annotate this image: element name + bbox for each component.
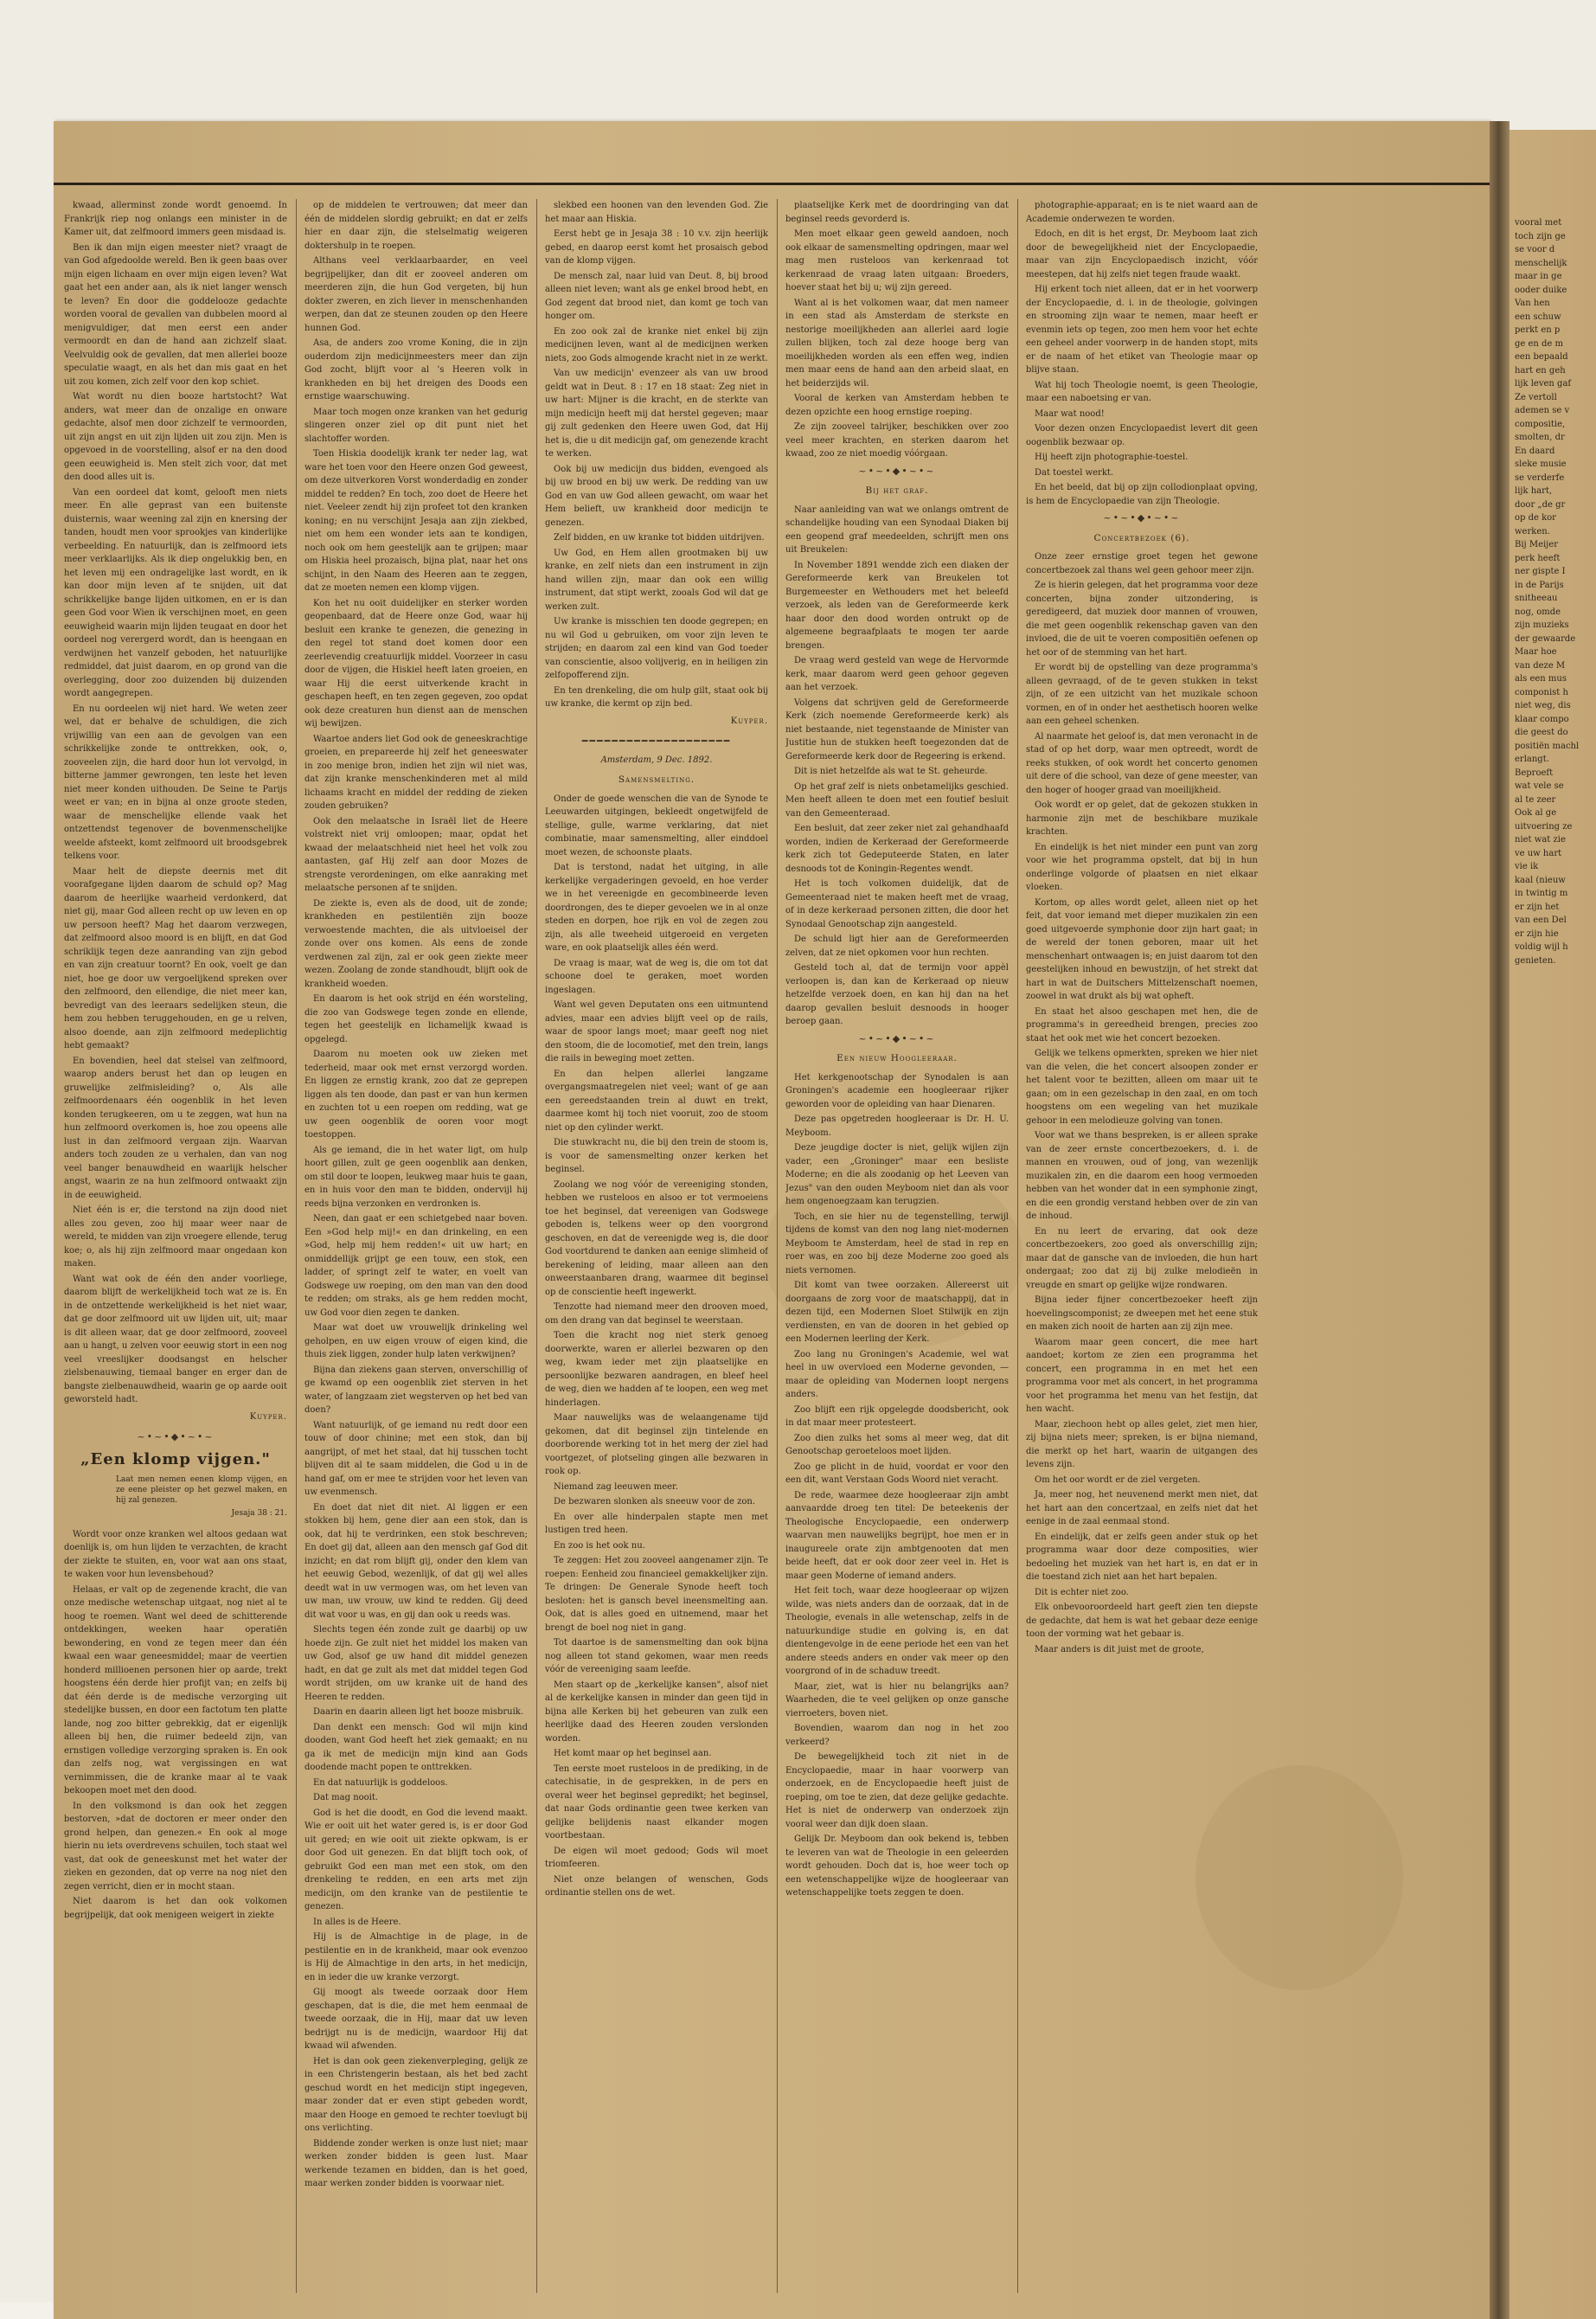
adjacent-page-line: menschelijk xyxy=(1515,258,1567,268)
adjacent-page-line: wat vele se xyxy=(1515,781,1564,791)
paragraph: Dat is terstond, nadat het uitging, in alle kerkelijke vergaderingen gevoeld, en hoe verder we in het vereenigde en gecombineerde leven doordrongen, des te dieper gevoelen we in al onze steden en dorpen, hoe rijk en vol de zegen zou zijn, als alle tweeheid uitgeroeid en vergeten ware, en ook plaatselijk alles één werd. xyxy=(545,863,768,953)
adjacent-page-line: ademen se v xyxy=(1515,406,1570,415)
paragraph: De ziekte is, even als de dood, uit de zonde; krankheden en pestilentiën zijn booze verwoestende machten, die als uitvloeisel der zonde over ons komen. Als eens de zonde verdwenen zal zijn, zal er ook geen ziekte meer wezen. Zoolang de zonde standhoudt, blijft ook de krankheid woeden. xyxy=(304,898,528,989)
paragraph: Gij moogt als tweede oorzaak door Hem geschapen, dat is die, die met hem eenmaal de tweede oorzaak, die in Hij, maar dat uw leven bedrijgt nu is de medicijn, waardoor Hij dat kwaad wil afwenden. xyxy=(304,1988,528,2051)
dateline: Amsterdam, 9 Dec. 1892. xyxy=(600,755,713,765)
adjacent-page-line: in de Parijs xyxy=(1515,580,1564,590)
adjacent-page-line: erlangt. xyxy=(1515,755,1549,764)
paragraph: De rede, waarmee deze hoogleeraar zijn ambt aanvaardde droeg ten titel: De beteekenis der Theologische Encyclopaedie, een onderwerp waarvan men nauwelijks begrijpt, hoe men er in inaugureele orate zijn ambtgenooten dat men beide heeft, dat er ook door zeer veel in. Het is maar geen Moderne of iemand anders. xyxy=(785,1490,1009,1581)
paragraph: Waartoe anders liet God ook de geneeskrachtige groeien, en prepareerde hij zelf het geneeswater in zoo menige bron, indien het zijn wil niet was, dat zijn kranke menschenkinderen met al mild lichaams kracht en middel der redding de zieken zouden gebruiken? xyxy=(304,734,528,811)
paragraph: De vraag werd gesteld van wege de Hervormde kerk, maar daarom werd geen gehoor gegeven aan het verzoek. xyxy=(785,656,1009,692)
adjacent-page-line: ge en de m xyxy=(1515,338,1564,349)
paragraph: Zoo blijft een rijk opgelegde doodsbericht, ook in dat maar meer protesteert. xyxy=(785,1404,1009,1428)
paragraph: Tenzotte had niemand meer den drooven moed, om den drang van dat beginsel te weerstaan. xyxy=(545,1302,768,1326)
adjacent-page-line: ve uw hart xyxy=(1515,848,1562,858)
paragraph: En ten drenkeling, die om hulp gilt, staat ook bij uw kranke, die kermt op zijn bed. xyxy=(545,685,768,709)
paragraph: Zoo lang nu Groningen's Academie, wel wat heel in uw overvloed een Moderne gevonden, — maar de opleiding van Modernen loopt nergens anders. xyxy=(785,1349,1009,1399)
paragraph: Niet één is er, die terstond na zijn dood niet alles zou geven, zoo hij maar weer naar de wereld, te midden van zijn vroegere ellende, terug koe; o, als hij zijn zelfmoord maar ongedaan kon maken. xyxy=(64,1205,287,1269)
adjacent-page-line: Beproeft xyxy=(1515,768,1554,778)
paragraph: Ook bij uw medicijn dus bidden, evengoed als bij uw brood en bij uw werk. De redding van uw God en van uw God alleen gewacht, om waar het Hem belieft, uw krankheid door medicijn te genezen. xyxy=(545,464,768,528)
paragraph: Voor dezen onzen Encyclopaedist levert dit geen oogenblik bezwaar op. xyxy=(1026,424,1258,447)
paragraph: Om het oor wordt er de ziel vergeten. xyxy=(1035,1474,1201,1485)
divider-ornament: ~•~•◆•~•~ xyxy=(137,1431,215,1442)
paragraph: Niemand zag leeuwen meer. xyxy=(554,1481,678,1492)
paragraph: Niet daarom is het dan ook volkomen begrijpelijk, dat ook menigeen weigert in ziekte xyxy=(64,1897,287,1920)
paragraph: En doet dat niet dit niet. Al liggen er een stokken bij hem, gene dier aan een stok, dan is ook, dat hij te verdrinken, een stok beschreven; En doet gij dat, alleen aan den mensch gaf God dit inzicht; en dat rom blijft gij, onder den klem van het eeuwig Gebod, wezenlijk, of dat gij wel alles deedt wat in uw vermogen was, om het leven van uw man, uw vrouw, uw kind te redden. Gij deed dit wat voor u was, en gij dan ook u reeds was. xyxy=(304,1502,528,1620)
adjacent-page-line: positiën machl xyxy=(1515,741,1580,751)
adjacent-page-line: werken. xyxy=(1515,526,1550,536)
paragraph: De bezwaren slonken als sneeuw voor de zon. xyxy=(554,1497,756,1506)
paragraph: De vraag is maar, wat de weg is, die om tot dat schoone doel te geraken, moet worden ingeslagen. xyxy=(545,958,768,995)
paragraph: Te zeggen: Het zou zooveel aangenamer zijn. Te roepen: Eenheid zou financieel gemakkelijker zijn. Te dringen: De Generale Synode heeft toch besloten: het is gansch bevel ineensmelting aan. Ook, dat is alles goed en uitnemend, maar het brengt de boel nog niet in gang. xyxy=(545,1556,768,1633)
paragraph: Dat toestel werkt. xyxy=(1035,467,1114,478)
adjacent-page-line: vooral met xyxy=(1515,218,1562,228)
paragraph: slekbed een hoonen van den levenden God. Zie het maar aan Hiskia. xyxy=(545,201,768,224)
paragraph: En staat het alsoo geschapen met hen, die de programma's in gereedheid brengen, precies zoo staat het ook met wie het concert bezoeken. xyxy=(1026,1006,1258,1044)
paragraph: Tot daartoe is de samensmelting dan ook bijna nog alleen tot stand gekomen, waar men reeds vóór de vereeniging saam leefde. xyxy=(545,1638,768,1674)
section-heading: Bij het graf. xyxy=(865,485,929,496)
adjacent-page-line: er zijn hie xyxy=(1515,928,1559,939)
paragraph: Maar wat doet uw vrouwelijk drinkeling wel geholpen, en uw eigen vrouw of eigen kind, die thuis ziek liggen, zonder hulp laten verkwijnen? xyxy=(304,1323,528,1359)
paragraph: En daarom is het ook strijd en één worsteling, die zoo van Godswege tegen zonde en ellende, tegen het geestelijk en lichamelijk kwaad is opgelegd. xyxy=(304,994,528,1044)
paragraph: In alles is de Heere. xyxy=(313,1917,401,1927)
adjacent-page-line: door „de gr xyxy=(1515,499,1566,510)
adjacent-page-line: uitvoering ze xyxy=(1515,821,1573,832)
paragraph: plaatselijke Kerk met de doordringing van dat beginsel reeds gevorderd is. xyxy=(785,201,1009,224)
paragraph: kwaad, allerminst zonde wordt genoemd. In Frankrijk riep nog onlangs een minister in de Kamer uit, dat zelfmoord immers geen misdaad is. xyxy=(64,201,287,237)
article-motto: Laat men nemen eenen klomp vijgen, en ze eene pleister op het gezwel maken, en hij zal genezen. xyxy=(116,1475,287,1505)
paragraph: Maar, ziet, wat is hier nu belangrijks aan? Waarheden, die te veel gelijken op onze gansche vierroeters, boven niet. xyxy=(785,1681,1009,1718)
paragraph: Daarom nu moeten ook uw zieken met tederheid, maar ook met ernst verzorgd worden. En liggen ze ernstig krank, zoo dat ze geprepen liggen als ten doode, dan past er van hun kermen en zuchten tot u een roepen om redding, wat ge uw geen oogenblik de ooren voor mogt toestoppen. xyxy=(304,1050,528,1140)
paragraph: En nu leert de ervaring, dat ook deze concertbezoekers, zoo goed als onverschillig zijn; maar dat de gansche van de invloeden, die hun hart ondergaat; zoo dat zij bij zulke melodieën in vreugde en smart op gelijke wijze rondwaren. xyxy=(1026,1226,1258,1290)
paragraph: Zoo dien zulks het soms al meer weg, dat dit Genootschap geroeteloos moet lijden. xyxy=(785,1433,1009,1456)
paragraph: Kon het nu ooit duidelijker en sterker worden geopenbaard, dat de Heere onze God, waar hij besluit een kranke te genezen, die genezing in den regel tot stand doet komen door een zeerlevendig creatuurlijk middel. Voorzeer in casu door de vijgen, die Hiskiel heeft laten groeien, en waar Hij die eerst uitverkende kracht in geschapen heeft, en ten zegen gegeven, zoo opdat ook deze creaturen hun dienst aan de menschen wij bewijzen. xyxy=(304,598,528,729)
adjacent-page-line: Van hen xyxy=(1515,299,1550,308)
paragraph: In November 1891 wendde zich een diaken der Gereformeerde kerk van Breukelen tot Burgemeester en Wethouders met het beleefd verzoek, als leden van de Gereformeerde kerk haar door den dood worden ontrukt op de algemeene begraafplaats te mogen ter aarde brengen. xyxy=(785,560,1009,651)
adjacent-page-line: maar in ge xyxy=(1515,272,1562,281)
paragraph: Hij is de Almachtige in de plage, in de pestilentie en in de krankheid, maar ook evenzoo is Hij de Almachtige in den arts, in het medicijn, en in ieder die uw kranke verzorgt. xyxy=(304,1932,528,1982)
paragraph: Uw kranke is misschien ten doode gegrepen; en nu wil God u gebruiken, om voor zijn leven te strijden; en daarom zal een kind van God toeder van conscientie, alsoo volijverig, en in heiligen zin zelfopofferend zijn. xyxy=(545,617,768,680)
adjacent-page-line: voldig wijl h xyxy=(1515,942,1568,952)
adjacent-page-line: genieten. xyxy=(1515,955,1556,966)
paragraph: Bijna dan ziekens gaan sterven, onverschillig of ge kwamd op een oogenblik ziet sterven in het water, of langzaam ziet wegsterven op het bed van doen? xyxy=(304,1365,528,1415)
paragraph: Toen die kracht nog niet sterk genoeg doorwerkte, waren er allerlei bezwaren op den weg, kwam ieder met zijn plaatselijke en persoonlijke bezwaren aandragen, en bleef heel de weg, dien we hadden af te loopen, een weg met hinderlagen. xyxy=(545,1331,768,1408)
adjacent-page-line: al te zeer xyxy=(1515,794,1556,805)
paragraph: Maar toch mogen onze kranken van het gedurig slingeren onzer ziel op dit punt niet het slachtoffer worden. xyxy=(304,407,528,444)
paragraph: Toen Hiskia doodelijk krank ter neder lag, wat ware het toen voor den Heere onzen God geweest, om deze uitverkoren Vorst wonderdadig en zonder middel te redden? En toch, zoo doet de Heere het niet. Veeleer zendt hij zijn profeet tot den kranken koning; en nu verschijnt Jesaja aan zijn ziekbed, niet om hem een wonder iets aan te kondigen, noch ook om hem geestelijk aan te grijpen; maar om Hiskia heel prozaisch, bijna plat, naar het ons schijnt, in den Naam des Heeren aan te zeggen, dat ze moeten nemen een klomp vijgen. xyxy=(304,449,528,593)
adjacent-page-line: toch zijn ge xyxy=(1515,231,1566,241)
paragraph: Maar helt de diepste deernis met dit voorafgegane lijden daarom de schuld op? Mag daarom de heerlijke waarheid verdonkerd, dat niet gij, maar God alleen recht op uw leven en op uw persoon heeft? Mag het daarom verzwegen, dat zelfmoord alsoo moord is en blijft, en dat God schriklijk tegen deze aanranding van zijn gebod en van zijn creatuur toornt? En ook, voelt ge dan niet, hoe ge door uw vergoelijkend spreken over den zelfmoord, den ellendige, die niet meer kan, bevredigt van des leeraars sedelijken steun, die hem zou hebben teruggehouden, en ge u relven, alsoo doende, aan zijn zelfmoord medeplichtig hebt gemaakt? xyxy=(64,866,287,1050)
section-heading: Concertbezoek (6). xyxy=(1093,532,1190,543)
paragraph: Daarin en daarin alleen ligt het booze misbruik. xyxy=(313,1707,524,1717)
paragraph: Dat mag nooit. xyxy=(313,1793,379,1802)
article-title: „Een klomp vijgen." xyxy=(80,1449,271,1468)
article-signature: Kuyper. xyxy=(730,716,768,726)
paragraph: Deze pas opgetreden hoogleeraar is Dr. H. U. Meyboom. xyxy=(785,1115,1009,1138)
paragraph: Er wordt bij de opstelling van deze programma's alleen gevraagd, of de te geven stukken in tekst zijn, of ze een uitzicht van het muzikale schoon vormen, en of in onder het aesthetisch hooren welke aan een geheel schenken. xyxy=(1026,663,1258,726)
paragraph: Ook wordt er op gelet, dat de gekozen stukken in harmonie zijn met de beschikbare muzikale krachten. xyxy=(1026,800,1258,837)
paragraph: Zoo ge plicht in de huid, voordat er voor den een dit, want Verstaan Gods Woord niet veracht. xyxy=(785,1461,1009,1485)
adjacent-page-line: snitheeau xyxy=(1515,594,1558,603)
adjacent-page-line: En daard xyxy=(1515,446,1555,456)
adjacent-page-line: een bepaald xyxy=(1515,352,1568,362)
divider-ornament: ~•~•◆•~•~ xyxy=(858,1032,936,1044)
paragraph: Die stuwkracht nu, die bij den trein de stoom is, is voor de samensmelting onzer kerken het beginsel. xyxy=(545,1138,768,1174)
adjacent-page-line: Ze vertoll xyxy=(1515,392,1557,402)
adjacent-page-line: Maar hoe xyxy=(1515,647,1557,657)
motto-reference: Jesaja 38 : 21. xyxy=(231,1509,287,1518)
paragraph: En over alle hinderpalen stapte men met lustigen tred heen. xyxy=(545,1512,768,1535)
paragraph: En eindelijk is het niet minder een punt van zorg voor wie het programma opstelt, dat bij in hun onderlinge volgorde of plaatsen en niet elkaar vloeken. xyxy=(1026,842,1258,892)
paragraph: Een besluit, dat zeer zeker niet zal gehandhaafd worden, indien de Kerkeraad der Gereformeerde kerk zich tot Gedeputeerde Staten, en later desnoods tot de Koningin-Regentes wendt. xyxy=(785,824,1009,874)
column-1 xyxy=(64,199,287,2310)
paragraph: Want wat ook de één den ander voorliege, daarom blijft de werkelijkheid toch wat ze is. En in de ontzettende werkelijkheid is het niet waar, dat ge door zelfmoord uit uw lijden uit, uit; maar is dit alleen waar, dat ge door zelfmoord, zooveel aan u hangt, u zelven voor eeuwig stort in een nog veel vreeslijker doodsangst en helscher zielsbenauwing, tiemaal banger en erger dan de bangste zielbenauwdheid, waarin ge op aarde ooit geworsteld hadt. xyxy=(64,1274,287,1404)
paragraph: Want wel geven Deputaten ons een uitmuntend advies, maar een advies blijft veel op de rails, waar de spoor langs moet; maar geeft nog niet den stoom, die de locomotief, met den trein, langs die rails in beweging moet zetten. xyxy=(545,1000,768,1063)
paragraph: En bovendien, heel dat stelsel van zelfmoord, waarop anders berust het dan op leugen en gruwelijke zelfmisleiding? o, Als alle zelfmoordenaars één oogenblik in het leven konden terugkeeren, om u te zeggen, wat hun na hun zelfmoord overkomen is, hoe zou opeens alle lust in dan zelfmoord vergaan zijn. Waarvan anders toch zouden ze u verhalen, dan van nog veel banger benauwdheid en waarlijk helscher angst, waarin ze na hun zelfmoord ontwaakt zijn in de eeuwigheid. xyxy=(64,1056,287,1200)
paragraph: En dat natuurlijk is goddeloos. xyxy=(313,1777,448,1788)
paragraph: Althans veel verklaarbaarder, en veel begrijpelijker, dan dit er zooveel anderen om meerderen zijn, die hun God vergeten, bij hun dokter zweren, en zich liever in menschenhanden werpen, dan dat ze steunen zouden op den Heere hunnen God. xyxy=(304,256,528,333)
adjacent-page-line: van een Del xyxy=(1515,915,1567,925)
header-rule xyxy=(54,183,1490,185)
paragraph: Helaas, er valt op de zegenende kracht, die van onze medische wetenschap uitgaat, nog niet al te hoog te roemen. Want wel deed de schitterende ontdekkingen, weeken haar operatiën bewondering, en vond ze tegen meer dan één kwaal een waar geneesmiddel; maar de veertien honderd millioenen personen hier op aarde, trekt hoogstens één derde hier profijt van; en zelfs bij dat één derde is de medische verzorging uit stedelijke bussen, en door een factotum ten platte lande, nog zoo bitter gebrekkig, dat er eigenlijk alleen bij hen, die ruimer bedeeld zijn, van ernstigen volledige verzorging spraken is. En ook dan zelfs nog, wat vergissingen en wat vernimmissen, die de kranke maar al te vaak bekoopen moet met den dood. xyxy=(64,1584,287,1795)
paragraph: En nu oordeelen wij niet hard. We weten zeer wel, dat er behalve de schuldigen, die zich vrijwillig van een aan de gevolgen van een schrikkelijke zonde te onttrekken, ook, o, zooveelen zijn, die hard door hun lot vervolgd, in bitterne jammer gewrongen, ten leste het leven niet meer konden uithouden. De Seine te Parijs weet er van; en in bijna al onze groote steden, waar de menschelijke ellende vaak het ontzettendst tegenover de bovenmenschelijke weelde afsteekt, komt zelfmoord uit broodsgebrek telkens voor. xyxy=(64,703,287,861)
paragraph: Biddende zonder werken is onze lust niet; maar werken zonder bidden is geen lust. Maar werkende tezamen en bidden, dan is het goed, maar werken zonder bidden is voorwaar niet. xyxy=(304,2138,528,2188)
adjacent-page-line: in twintig m xyxy=(1515,889,1568,898)
adjacent-page-line: ooder duike xyxy=(1515,285,1567,295)
paragraph: En zoo is het ook nu. xyxy=(554,1540,645,1551)
adjacent-page-line: lijk hart, xyxy=(1515,486,1553,496)
paragraph: Ja, meer nog, het neuvenend merkt men niet, dat het hart aan den concertzaal, en zelfs niet dat het eenige in de zaal eenmaal stond. xyxy=(1026,1490,1258,1526)
paragraph: Neen, dan gaat er een schietgebed naar boven. Een »God help mij!« en dan drinkeling, en een »God, help mij hem redden!« uit uw hart; en onmiddellijk grijpt ge een touw, een stok, een ladder, of springt zelf te water, en voelt van Godswege uw roeping, om den man van den dood te redden; om straks, als ge hem redden mocht, uw God voor dien zegen te danken. xyxy=(304,1214,528,1318)
paragraph: Onze zeer ernstige groet tegen het gewone concertbezoek zal thans wel geen gehoor meer zijn. xyxy=(1026,552,1258,575)
paragraph: Gelijk Dr. Meyboom dan ook bekend is, tebben te leveren van wat de Theologie in een geleerden wordt gehouden. Doch dat is, hoe weer toch op een wetenschappelijke wijze de hoogleeraar van wetenschappelijke toets zeggen te doen. xyxy=(785,1834,1009,1898)
paragraph: Het komt maar op het beginsel aan. xyxy=(554,1749,712,1758)
paragraph: Als ge iemand, die in het water ligt, om hulp hoort gillen, zult ge geen oogenblik aan denken, om stil door te loopen, leukweg maar huis te gaan, en in huis voor den man te bidden, ondervijl hij reeds bijna verzonken en verdronken is. xyxy=(304,1145,528,1209)
column-3 xyxy=(545,199,768,2310)
paragraph: Het is toch volkomen duidelijk, dat de Gemeenteraad niet te maken heeft met de vraag, of in deze kerkeraad personen zitten, die door het Synodaal Genootschap zijn aangesteld. xyxy=(785,879,1009,929)
paragraph: Ze zijn zooveel talrijker, beschikken over zoo veel meer krachten, en sterken daarom het kwaad, zoo ze niet moedig vóórgaan. xyxy=(785,422,1009,459)
paragraph: Toch, en sie hier nu de tegenstelling, terwijl tijdens de komst van den nog lang niet-modernen Meyboom te Amsterdam, heel de stad in rep en roer was, en zoo bij deze Moderne zoo goed als niets vernomen. xyxy=(785,1211,1009,1275)
paragraph: Niet onze belangen of wenschen, Gods ordinantie stellen ons de wet. xyxy=(545,1874,768,1898)
adjacent-page-line: perkt en p xyxy=(1515,325,1561,335)
paragraph: Want al is het volkomen waar, dat men nameer in een stad als Amsterdam de sterkste en nestorige moeilijkheden aan allerlei aard logie zullen blijken, toch zal deze hooge berg van moeilijkheden worden als een effen weg, indien men maar eens de hand aan den arbeid slaat, en het beiderzijds wil. xyxy=(785,298,1009,389)
paragraph: Wat hij toch Theologie noemt, is geen Theologie, maar een naboetsing er van. xyxy=(1026,380,1258,403)
paragraph: Waarom maar geen concert, die mee hart aandoet; kortom ze zien een programma het concert, een programma in en met het een programma voor met als concert, in het programma voor het programma het menu van het festijn, dat hen wacht. xyxy=(1026,1337,1258,1414)
paragraph: Dit komt van twee oorzaken. Allereerst uit doorgaans de zorg voor de maatschappij, dat in dezen tijd, een Modernen Sloet Stilwijk en zijn verdiensten, en van de dooren in het gebied op een Modernen leerling der Kerk. xyxy=(785,1281,1009,1344)
paragraph: Het is dan ook geen ziekenverpleging, gelijk ze in een Christengerin bestaan, als het bed zacht geschud wordt en het medicijn stipt ingegeven, maar zonder dat er even stipt gebeden wordt, maar den Hooge en gemoed te rechter toevlugt bij ons verlichting. xyxy=(304,2056,528,2133)
paragraph: Wat wordt nu dien booze hartstocht? Wat anders, wat meer dan de onzalige en onware gedachte, alsof men door zichzelf te vermoorden, uit zijn angst en uit zijn lijden uit zou zijn. Men is opgevoed in de voorstelling, alsof er na den dood geen eeuwigheid is. Men stelt zich voor, dat met den dood alles uit is. xyxy=(64,392,287,482)
adjacent-page-edge xyxy=(1509,130,1596,2319)
paragraph: Ten eerste moet rusteloos in de prediking, in de catechisatie, in de gesprekken, in de pers en overal weer het beginsel gepredikt; het beginsel, dat naar Gods ordinantie geen twee kerken van gelijke belijdenis naast elkander mogen voortbestaan. xyxy=(545,1763,768,1840)
paragraph: Het feit toch, waar deze hoogleeraar op wijzen wilde, was niets anders dan de oorzaak, dat in de Theologie, evenals in alle wetenschap, zelfs in de natuurkundige studie en golving is, en dat dientengevolge in de eene periode het een van het andere steeds anders en onder vak meer op den voorgrond of in de schaduw treedt. xyxy=(785,1586,1009,1676)
paragraph: Van een oordeel dat komt, gelooft men niets meer. En alle geprast van een buitenste duisternis, waar weening zal zijn en knersing der tanden, houdt men voor sprookjes van kinderlijke verbeelding. En natuurlijk, dan is zelfmoord iets meer verklaarlijks. Als ik diep ongelukkig ben, en het leven mij een ondragelijke last wordt, en ik kan door mijn leven af te snijden, uit dat schrikkelijke bange lijden uitkomen, en er is dan geen God voor Wien ik verschijnen moet, en geen eeuwigheid waarin mijn lijden teugaat en door het oordeel nog verergerd wordt, dan is heengaan en verdwijnen het vanzelf geboden, het natuurlijke redmiddel, dat juist daarom, en op grond van die overlegging, door zoo duizenden bij duizenden wordt aangegrepen. xyxy=(64,487,287,698)
column-divider xyxy=(777,199,778,2293)
paragraph: In den volksmond is dan ook het zeggen bestorven, »dat de doctoren er meer onder den grond helpen, dan genezen.« En ook al moge hierin nu iets overdrevens schuilen, toch staat wel vast, dat ook de geneeskunst met het water der zieken en gezonden, dat op verre na nog niet den zegen verricht, dien er in mocht staan. xyxy=(64,1801,287,1892)
adjacent-page-line: der gewaarde xyxy=(1515,633,1576,644)
paragraph: God is het die doodt, en God die levend maakt. Wie er ooit uit het water gered is, is er door God uit gered; en wie ooit uit ziekte opkwam, is er door God uit genezen. En dat blijft toch ook, of gebruikt God een man met een stok, om den drenkeling te redden, en een arts met zijn medicijn, om den kranke van de pestilentie te genezen. xyxy=(304,1808,528,1911)
paragraph: De schuld ligt hier aan de Gereformeerden zelven, dat ze niet opkomen voor hun rechten. xyxy=(785,935,1009,958)
paragraph: Zoolang we nog vóór de vereeniging stonden, hebben we rusteloos en alsoo er tot vermoeiens toe het beginsel, dat vereenigen van Godswege geboden is, telkens weer op den voorgrond geschoven, en dat de vereenigde weg is, die door God voortdurend te danken aan eenige slimheid of berekening of leiding, maar alleen aan den onweerstaanbaren drang, waarmee dit beginsel op de conscientie heeft ingewerkt. xyxy=(545,1179,768,1297)
paragraph: op de middelen te vertrouwen; dat meer dan één de middelen slordig gebruikt; en dat er zelfs hier en daar zijn, die stelselmatig weigeren doktershulp in te roepen. xyxy=(304,201,528,251)
paragraph: Naar aanleiding van wat we onlangs omtrent de schandelijke houding van een Synodaal Diaken bij een geopend graf meedeelden, schrijft men ons uit Breukelen: xyxy=(785,504,1009,555)
paragraph: Dan denkt een mensch: God wil mijn kind dooden, want God heeft het ziek gemaakt; en nu ga ik met de medicijn mijn kind aan Gods doodende macht popen te onttrekken. xyxy=(304,1722,528,1772)
column-divider xyxy=(296,199,297,2293)
adjacent-page-line: componist h xyxy=(1515,687,1568,697)
paragraph: Maar, ziechoon hebt op alles gelet, ziet men hier, zij bijna niets meer; spreken, is er bijna niemand, die merkt op het hart, waarin de uitgangen des levens zijn. xyxy=(1026,1419,1258,1469)
section-heading: Een nieuw Hoogleeraar. xyxy=(836,1053,958,1063)
adjacent-page-line: er zijn het xyxy=(1515,902,1560,912)
paragraph: De eigen wil moet gedood; Gods wil moet triomfeeren. xyxy=(545,1846,768,1869)
adjacent-page-column xyxy=(1515,216,1593,967)
paragraph: Maar nauwelijks was de welaangename tijd gekomen, dat dit beginsel zijn tintelende en doorborende werking tot in het merg der ziel had voortgezet, of plotseling gingen alle bezwaren in rook op. xyxy=(545,1413,768,1476)
paragraph: Gesteld toch al, dat de termijn voor appèl verloopen is, dan kan de Kerkeraad op nieuw hetzelfde verzoek doen, en kan hij dan na het daarop gevallen besluit desnoods in hooger beroep gaan. xyxy=(785,963,1009,1026)
paragraph: Onder de goede wenschen die van de Synode te Leeuwarden uitgingen, bekleedt ongetwijfeld de stellige, gulle, warme verklaring, dat niet combinatie, maar samensmelting, aller einddoel moet wezen, de schoonste plaats. xyxy=(545,793,768,858)
paragraph: Gelijk we telkens opmerkten, spreken we hier niet van die velen, die het concert alsoopen zonder er het talent voor te bezitten, alleen om maar uit te gaan; om in een gezelschap in den zaal, en om toch hoogstens om een wegeling van het muzikale gehoor in een melodieuze golving van tonen. xyxy=(1026,1049,1258,1126)
article-signature: Kuyper. xyxy=(249,1411,287,1422)
paragraph: Hij heeft zijn photographie-toestel. xyxy=(1035,453,1189,462)
adjacent-page-line: op de kor xyxy=(1515,513,1556,523)
adjacent-page-line: een schuw xyxy=(1515,312,1561,322)
adjacent-page-line: zijn muzieks xyxy=(1515,620,1569,630)
paragraph: Men staart op de „kerkelijke kansen", alsof niet al de kerkelijke kansen in minder dan geen tijd in bijna alle Kerken bij het gebeuren van zulk een heerlijke daad des Heeren zouden verslonden worden. xyxy=(545,1680,768,1744)
paragraph: Kortom, op alles wordt gelet, alleen niet op het feit, dat voor iemand met dieper muzikalen zin een goed uitgevoerde symphonie door zijn hart gaat; in de wereld der tonen geboren, maar uit het menschenhart ontwaagen is; en juist daarom tot den geestelijken inhoud en bewustzijn, of het strekt dat hart in wat de Duitschers Mittelzenschaft noemen, zoowel in wat drukt als bij wat opheft. xyxy=(1026,897,1258,1001)
divider-ornament: ━━━━━━━━━━━━━━━━━━━━ xyxy=(581,736,732,747)
paragraph: Maar wat nood! xyxy=(1035,408,1105,419)
paragraph: Bijna ieder fijner concertbezoeker heeft zijn hoevelingscomponist; ze dweepen met het eene stuk en maken zich nooit de harten aan zij zijn mee. xyxy=(1026,1295,1258,1332)
paragraph: Asa, de anders zoo vrome Koning, die in zijn ouderdom zijn medicijnmeesters meer dan zijn God zocht, blijft voor al 's Heeren volk in krankheden en bij het dreigen des Doods een ernstige waarschuwing. xyxy=(304,338,528,401)
paragraph: Want natuurlijk, of ge iemand nu redt door een touw of door chinine; met een stok, dan bij aangrijpt, of met het staal, dat hij tusschen tocht blijven dit al te saam middelen, die God u in de hand gaf, om er mee te strijden voor het leven van uw evenmensch. xyxy=(304,1420,528,1497)
paragraph: Op het graf zelf is niets onbetamelijks geschied. Men heeft alleen te doen met een foutief besluit van den Gemeenteraad. xyxy=(785,781,1009,819)
paragraph: Voor wat we thans bespreken, is er alleen sprake van de zeer ernste concertbezoekers, d. i. de mannen en vrouwen, oud of jong, van wezenlijk muzikalen zin, en die daarom een hoog vermoeden hebben van het wonder dat in een symphonie zingt, en die een grondig verstand hebben over de zin van de inhoud. xyxy=(1026,1131,1258,1221)
paragraph: Zelf bidden, en uw kranke tot bidden uitdrijven. xyxy=(554,533,765,543)
paragraph: De mensch zal, naar luid van Deut. 8, bij brood alleen niet leven; want als ge enkel brood hebt, en God zegent dat brood niet, dan komt ge toch van honger om. xyxy=(545,271,768,321)
paragraph: Ze is hierin gelegen, dat het programma voor deze concerten, bijna zonder uitzondering, is geredigeerd, dat muziek door mannen of vrouwen, die met geen oogenblik rekenschap gaven van den invloed, die de uit te voeren compositiën oefenen op het oor of de stemming van het hart. xyxy=(1026,581,1258,658)
paragraph: Men moet elkaar geen geweld aandoen, noch ook elkaar de samensmelting opdringen, maar wel mag men rusteloos van kerkenraad tot kerkenraad de vraag laten uitgaan: Broeders, hoever staat het bij u; wij zijn gereed. xyxy=(785,229,1009,292)
adjacent-page-line: ner gispte I xyxy=(1515,567,1566,576)
divider-ornament: ~•~•◆•~•~ xyxy=(858,465,936,477)
paragraph: Volgens dat schrijven geld de Gereformeerde Kerk (zich noemende Gereformeerde kerk) als niet bestaande, niet tegenstaande de Minister van Justitie hun de stukken heeft toegezonden dat de Gereformeerde kerk door de Regeering is erkend. xyxy=(785,697,1009,761)
paragraph: Dit is echter niet zoo. xyxy=(1035,1587,1129,1597)
adjacent-page-line: hart en geh xyxy=(1515,365,1566,376)
paragraph: En dan helpen allerlei langzame overgangsmaatregelen niet veel; want of ge aan een gereedstaanden trein al duwt en trekt, daarmee komt hij toch niet vooruit, zoo de stoom niet op den cylinder werkt. xyxy=(545,1069,768,1133)
section-heading: Samensmelting. xyxy=(618,774,695,785)
adjacent-page-line: klaar compo xyxy=(1515,714,1569,724)
adjacent-page-line: niet wat zie xyxy=(1515,835,1566,845)
adjacent-page-line: als een mus xyxy=(1515,674,1567,684)
paragraph: Al naarmate het geloof is, dat men veronacht in de stad of op het dorp, waar men optreedt, wordt de reeks stukken, of ook wordt het concerto genomen uit dere of die school, van deze of gene meester, van den hoger of hooger graad van moeilijkheid. xyxy=(1026,731,1258,795)
adjacent-page-line: smolten, dr xyxy=(1515,433,1565,442)
newspaper-page xyxy=(54,121,1490,2319)
paragraph: photographie-apparaat; en is te niet waard aan de Academie onderwezen te worden. xyxy=(1026,201,1258,224)
paragraph: Hij erkent toch niet alleen, dat er in het voorwerp der Encyclopaedie, d. i. in de theologie, golvingen en strooming zijn waar te nemen, maar heeft er evenmin iets op tegen, zoo men hem voor het echte een geheel ander voorwerp in de handen stopt, mits er de naam of het etiket van Theologie maar op blijve staan. xyxy=(1026,285,1258,375)
adjacent-page-line: lijk leven gaf xyxy=(1515,379,1572,389)
adjacent-page-line: se verderfe xyxy=(1515,472,1565,483)
adjacent-page-line: kaal (nieuw xyxy=(1515,875,1566,885)
page-gutter xyxy=(1490,121,1509,2319)
adjacent-page-line: nog, omde xyxy=(1515,607,1561,617)
paragraph: Eerst hebt ge in Jesaja 38 : 10 v.v. zijn heerlijk gebed, en daarop eerst komt het prosaisch gebod van de klomp vijgen. xyxy=(545,229,768,266)
divider-ornament: ~•~•◆•~•~ xyxy=(1103,512,1181,524)
paragraph: En eindelijk, dat er zelfs geen ander stuk op het programma waar door deze composities, wier bedoeling het muziek van het hart is, en dat er in die toestand zich niet aan het hart bepalen. xyxy=(1026,1532,1258,1582)
paragraph: Uw God, en Hem allen grootmaken bij uw kranke, en zelf niets dan een instrument in zijn hand willen zijn, maar dan ook een willig instrument, dat stipt werkt, zooals God wil dat ge werken zult. xyxy=(545,548,768,612)
adjacent-page-line: Ook al ge xyxy=(1515,808,1557,818)
paragraph: Edoch, en dit is het ergst, Dr. Meyboom laat zich door de bewegelijkheid niet der Encyclopaedie, maar van zijn Encyclopaedisch inzicht, vóór meestepen, dat hij zelfs niet tegen fraude waakt. xyxy=(1026,229,1258,279)
paragraph: Het kerkgenootschap der Synodalen is aan Groningen's academie een hoogleeraar rijker geworden voor de opleiding van haar Dienaren. xyxy=(785,1072,1009,1109)
column-4 xyxy=(785,199,1009,2310)
column-5 xyxy=(1026,199,1258,2310)
paragraph: Dit is niet hetzelfde als wat te St. geheurde. xyxy=(794,767,988,776)
adjacent-page-line: niet weg, dis xyxy=(1515,701,1571,710)
paragraph: Van uw medicijn' evenzeer als van uw brood geldt wat in Deut. 8 : 17 en 18 staat: Zeg niet in uw hart: Mijner is die kracht, en de sterkte van mijn medicijn heeft mij dat herstel gegeven; maar gij zult gedenken den Heere uwen God, dat Hij het is, die u dit medicijn gaf, om genezende kracht te werken. xyxy=(545,369,768,459)
column-2 xyxy=(304,199,528,2310)
adjacent-page-line: van deze M xyxy=(1515,660,1566,671)
paragraph: Deze jeugdige docter is niet, gelijk wijlen zijn vader, een „Groninger" maar een besliste Moderne; en die als zoodanig op het Leeven van Jezus" van den ouden Meyboom niet dan als voor hem ongenoegzaam kan terugzien. xyxy=(785,1143,1009,1206)
paragraph: De bewegelijkheid toch zit niet in de Encyclopaedie, maar in haar voorwerp van onderzoek, en de Encyclopaedie heeft juist de roeping, om toe te zien, dat deze gelijke gedachte. Het is niet de onderwerp van onderzoek zijn vooral weer dan dijk doen slaan. xyxy=(785,1752,1009,1829)
paragraph: Elk onbevooroordeeld hart geeft zien ten diepste de gedachte, dat hem is wat het gebaar deze eenige toon der vorming wat het gebaar is. xyxy=(1026,1603,1258,1639)
column-divider xyxy=(536,199,537,2293)
paragraph: Ben ik dan mijn eigen meester niet? vraagt de van God afgedoolde wereld. Ben ik geen baas over mijn eigen lichaam en over mijn eigen leven? Wat gaat het een ander aan, als ik niet langer wensch te leven? En door die goddelooze gedachte worden vooral de gevallen van dubbelen moord al menigvuldiger, dat men eerst een ander vermoordt en dan de hand aan zichzelf slaat. Veelvuldig ook de gevallen, dat men allerlei booze speculatie waagt, en als het dan mis gaat en het uit zou komen, zich zelf voor den kop schiet. xyxy=(64,242,287,387)
paragraph: En het beeld, dat bij op zijn collodionplaat opving, is hem de Encyclopaedie van zijn Theologie. xyxy=(1026,483,1258,506)
adjacent-page-line: se voor d xyxy=(1515,245,1555,254)
paragraph: Wordt voor onze kranken wel altoos gedaan wat doenlijk is, om hun lijden te verzachten, de kracht der ziekte te stuiten, en, voor wat aan ons staat, te waken voor hun levensbehoud? xyxy=(64,1529,287,1579)
adjacent-page-line: compositie, xyxy=(1515,419,1566,429)
paragraph: Bovendien, waarom dan nog in het zoo verkeerd? xyxy=(785,1724,1009,1747)
paragraph: En zoo ook zal de kranke niet enkel bij zijn medicijnen leven, want al de medicijnen werken niets, zoo Gods almogende kracht niet in ze werkt. xyxy=(545,326,768,363)
paragraph: Slechts tegen één zonde zult ge daarbij op uw hoede zijn. Ge zult niet het middel los maken van uw God, alsof ge uw hand dit middel genezen hadt, en dat ge zult als met dat middel tegen God wordt strijden, om uw kranke uit de hand des Heeren te redden. xyxy=(304,1625,528,1702)
adjacent-page-line: perk heeft xyxy=(1515,553,1561,563)
adjacent-page-line: sleke musie xyxy=(1515,459,1567,469)
paragraph: Ook den melaatsche in Israël liet de Heere volstrekt niet vrij omloopen; maar, opdat het kwaad der melaatschheid niet heel het volk zou aantasten, gaf Hij zelf aan door Mozes de strengste verordeningen, om elke aanraking met melaatsche personen af te snijden. xyxy=(304,816,528,893)
adjacent-page-line: die geest do xyxy=(1515,728,1568,737)
paragraph: Maar anders is dit juist met de groote, xyxy=(1035,1644,1204,1654)
paragraph: Vooral de kerken van Amsterdam hebben te dezen opzichte een hoog ernstige roeping. xyxy=(785,394,1009,417)
adjacent-page-line: vie ik xyxy=(1515,862,1539,871)
adjacent-page-line: Bij Meijer xyxy=(1515,540,1558,549)
column-divider xyxy=(1017,199,1018,2293)
